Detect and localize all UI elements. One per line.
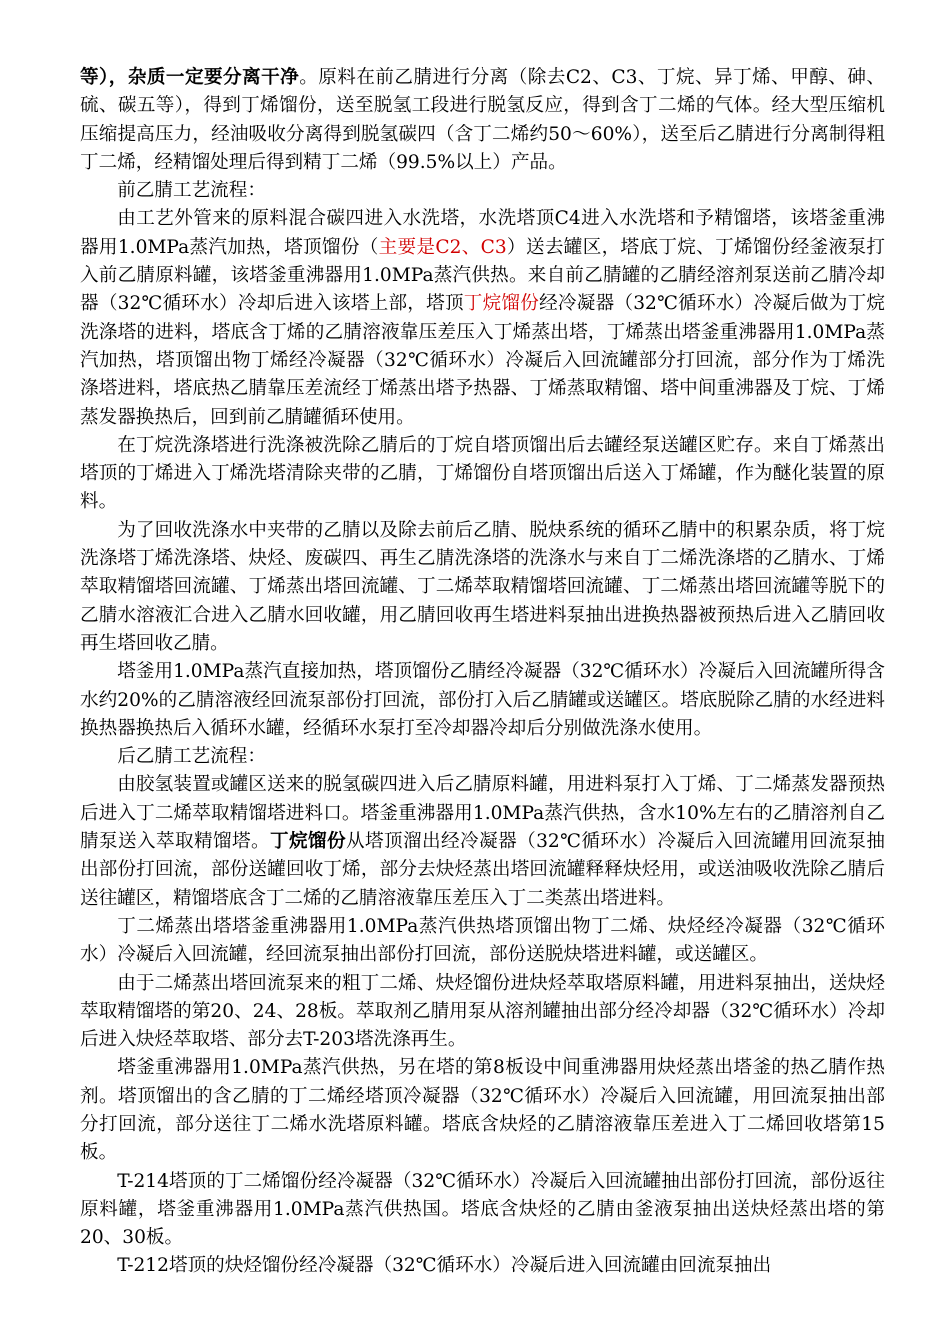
text-run: 在丁烷洗涤塔进行洗涤被洗除乙腈后的丁烷自塔顶馏出后去罐经泵送罐区贮存。来自丁烯蒸出塔顶的丁烯进入丁烯洗塔清除夹带的乙腈，丁烯馏份自塔顶馏出后送入丁烯罐，作为醚化装置的原料。 xyxy=(80,434,885,513)
document-page xyxy=(80,64,885,1281)
text-run: 由工艺外管来的原料混合碳四进入水洗塔，水洗塔顶C4进入水洗塔和予精馏塔，该塔釜重沸器用1.0MPa蒸汽加热，塔顶馏份（ xyxy=(80,208,885,258)
paragraph xyxy=(80,771,885,912)
paragraph xyxy=(80,970,885,1055)
highlight-run: 主要是C2、C3 xyxy=(378,236,507,258)
paragraph xyxy=(80,913,885,970)
text-run: 经冷凝器（32℃循环水）冷凝后做为丁烷洗涤塔的进料，塔底含丁烯的乙腈溶液靠压差压入丁烯蒸出塔，丁烯蒸出塔釜重沸器用1.0MPa蒸汽加热，塔顶馏出物丁烯经冷凝器（32℃循环水）冷凝后入回流罐部分打回流，部分作为丁烯洗涤塔进料，塔底热乙腈靠压差流经丁烯蒸出塔予热器、丁烯蒸取精馏、塔中间重沸器及丁烷、丁烯蒸发器换热后，回到前乙腈罐循环使用。 xyxy=(80,293,885,428)
paragraph xyxy=(80,64,885,177)
paragraph xyxy=(80,1252,885,1280)
paragraph xyxy=(80,205,885,431)
paragraph xyxy=(80,1054,885,1167)
text-run: 前乙腈工艺流程： xyxy=(117,180,266,202)
paragraph xyxy=(80,432,885,517)
text-run: 塔釜重沸器用1.0MPa蒸汽供热，另在塔的第8板设中间重沸器用炔烃蒸出塔釜的热乙腈作热剂。塔顶馏出的含乙腈的丁二烯经塔顶冷凝器（32℃循环水）冷凝后入回流罐，用回流泵抽出部分打回流，部分送往丁二烯水洗塔原料罐。塔底含炔烃的乙腈溶液靠压差进入丁二烯回收塔第15板。 xyxy=(80,1057,885,1164)
paragraph xyxy=(80,1168,885,1253)
bold-run: 等），杂质一定要分离干净 xyxy=(80,67,300,88)
text-run: 。原料在前乙腈进行分离（除去C2、C3、丁烷、异丁烯、甲醇、砷、硫、碳五等），得到丁烯馏份，送至脱氢工段进行脱氢反应，得到含丁二烯的气体。经大型压缩机压缩提高压力，经油吸收分离得到脱氢碳四（含丁二烯约50～60%），送至后乙腈进行分离制得粗丁二烯，经精馏处理后得到精丁二烯（99.5%以上）产品。 xyxy=(80,67,885,173)
text-run: 塔釜用1.0MPa蒸汽直接加热，塔顶馏份乙腈经冷凝器（32℃循环水）冷凝后入回流罐所得含水约20%的乙腈溶液经回流泵部份打回流，部份打入后乙腈罐或送罐区。塔底脱除乙腈的水经进料换热器换热后入循环水罐，经循环水泵打至冷却器冷却后分别做洗涤水使用。 xyxy=(80,661,885,739)
highlight-run: 丁烷馏份 xyxy=(463,293,540,315)
text-run: 由于二烯蒸出塔回流泵来的粗丁二烯、炔烃馏份进炔烃萃取塔原料罐，用进料泵抽出，送炔烃萃取精馏塔的第20、24、28板。萃取剂乙腈用泵从溶剂罐抽出部分经冷却器（32℃循环水）冷却后进入炔烃萃取塔、部分去T-203塔洗涤再生。 xyxy=(80,972,885,1051)
text-run: 由胶氢装置或罐区送来的脱氢碳四进入后乙腈原料罐，用进料泵打入丁烯、丁二烯蒸发器预热后进入丁二烯萃取精馏塔进料口。塔釜重沸器用1.0MPa蒸汽供热，含水10%左右的乙腈溶剂自乙腈泵送入萃取精馏塔。 xyxy=(80,774,885,853)
text-run: 为了回收洗涤水中夹带的乙腈以及除去前后乙腈、脱炔系统的循环乙腈中的积累杂质，将丁烷洗涤塔丁烯洗涤塔、炔烃、废碳四、再生乙腈洗涤塔的洗涤水与来自丁二烯洗涤塔的乙腈水、丁烯萃取精馏塔回流罐、丁烯蒸出塔回流罐、丁二烯萃取精馏塔回流罐、丁二烯蒸出塔回流罐等脱下的乙腈水溶液汇合进入乙腈水回收罐，用乙腈回收再生塔进料泵抽出进换热器被预热后进入乙腈回收再生塔回收乙腈。 xyxy=(80,519,885,654)
text-run: 丁二烯蒸出塔塔釜重沸器用1.0MPa蒸汽供热塔顶馏出物丁二烯、炔烃经冷凝器（32℃循环水）冷凝后入回流罐，经回流泵抽出部份打回流，部份送脱炔塔进料罐，或送罐区。 xyxy=(80,915,885,966)
section-heading xyxy=(80,177,885,205)
text-run: T-212塔顶的炔烃馏份经冷凝器（32℃循环水）冷凝后进入回流罐由回流泵抽出 xyxy=(117,1255,772,1277)
text-run: 从塔顶溜出经冷凝器（32℃循环水）冷凝后入回流罐用回流泵抽出部份打回流，部份送罐回收丁烯，部分去炔烃蒸出塔回流罐释释炔烃用，或送油吸收洗除乙腈后送往罐区，精馏塔底含丁二烯的乙腈溶液靠压差压入丁二类蒸出塔进料。 xyxy=(80,831,885,909)
paragraph xyxy=(80,517,885,658)
text-run: ）送去罐区，塔底丁烷、丁烯馏份经釜液泵打入前乙腈原料罐，该塔釜重沸器用1.0MPa蒸汽供热。来自前乙腈罐的乙腈经溶剂泵送前乙腈冷却器（32℃循环水）冷却后进入该塔上部，塔顶 xyxy=(80,236,885,315)
text-run: T-214塔顶的丁二烯馏份经冷凝器（32℃循环水）冷凝后入回流罐抽出部份打回流，部份返往原料罐，塔釜重沸器用1.0MPa蒸汽供热国。塔底含炔烃的乙腈由釜液泵抽出送炔烃蒸出塔的第20、30板。 xyxy=(80,1170,885,1249)
text-run: 后乙腈工艺流程： xyxy=(117,746,266,768)
paragraph xyxy=(80,658,885,743)
bold-run: 丁烷馏份 xyxy=(270,831,347,853)
section-heading xyxy=(80,743,885,771)
